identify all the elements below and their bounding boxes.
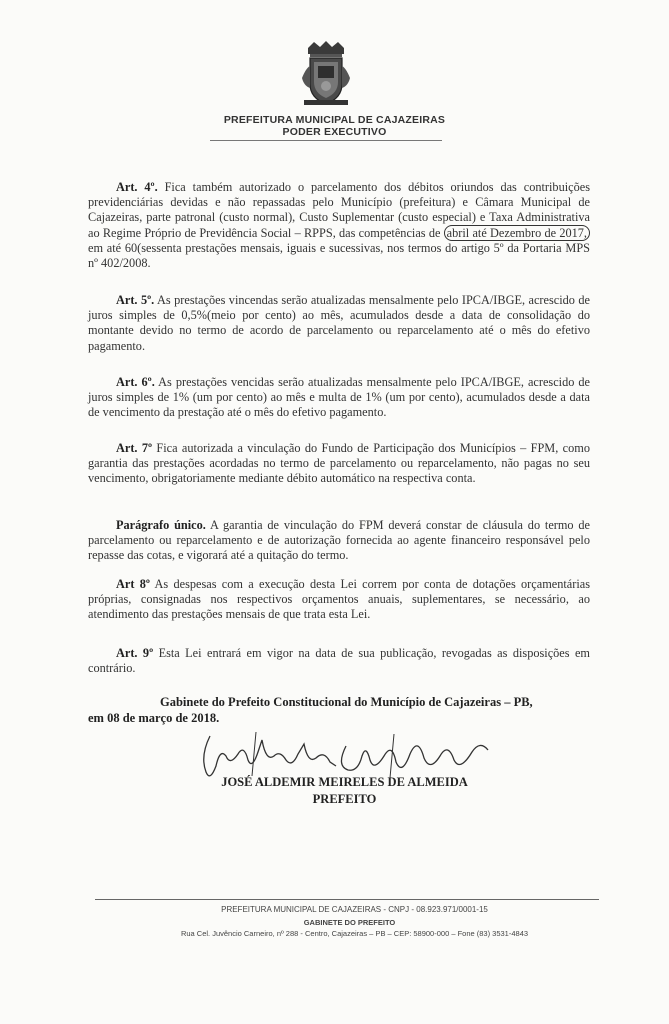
footer-line-1: PREFEITURA MUNICIPAL DE CAJAZEIRAS - CNPJ - 08.923.971/0001-15 (221, 905, 488, 914)
article-6 (88, 375, 590, 421)
closing-line-2: em 08 de março de 2018. (88, 710, 220, 725)
header-title: PREFEITURA MUNICIPAL DE CAJAZEIRAS (223, 114, 446, 126)
article-7-label: Art. 7º (116, 441, 153, 455)
article-7-text: Fica autorizada a vinculação do Fundo de Participação dos Municípios – FPM, como garantia das prestações acordadas no termo de parcelamento ou reparcelamento, não pagas no seu vencimento, obrigatoriamente mediante débito automático na respectiva conta. (88, 441, 590, 486)
footer-line-2: GABINETE DO PREFEITO (303, 918, 396, 927)
signatory-role: PREFEITO (312, 792, 377, 806)
article-9 (88, 646, 590, 676)
footer-line-3: Rua Cel. Juvêncio Carneiro, nº 288 - Centro, Cajazeiras – PB – CEP: 58900-000 – Fone (83) 3531-4843 (180, 929, 529, 938)
article-4-text-end: em até 60(sessenta prestações mensais, iguais e sucessivas, nos termos do artigo 5º da Portaria MPS nº 402/2008. (88, 240, 590, 271)
header-divider (210, 140, 442, 141)
article-5-label: Art. 5º. (116, 293, 155, 307)
article-6-label: Art. 6º. (116, 375, 155, 389)
article-4-text: Fica também autorizado o parcelamento dos débitos oriundos das contribuições previdenciárias devidas e não repassadas pelo Município (prefeitura) e Câmara Municipal de Cajazeiras, parte patronal (custo normal), Custo Suplementar (custo especial) e Taxa Administrativa ao Regime Próprio de Previdência Social – RPPS, das competências de (88, 180, 590, 240)
footer-divider (95, 899, 599, 900)
article-5-text: As prestações vincendas serão atualizadas mensalmente pelo IPCA/IBGE, acrescido de juros simples de 0,5%(meio por cento) ao mês, acumulados desde a data de consolidação do montante devido no termo de acordo de parcelamento ou reparcelamento até o mês do efetivo pagamento. (88, 293, 590, 353)
article-9-text: Esta Lei entrará em vigor na data de sua publicação, revogadas as disposições em contrário. (88, 646, 590, 676)
article-8-label: Art 8º (116, 577, 150, 591)
paragrafo-unico-text: A garantia de vinculação do FPM deverá constar de cláusula do termo de parcelamento ou reparcelamento e de autorização fornecida ao agente financeiro responsável pelo repasse das cotas, e vigorará até a quitação do termo. (88, 518, 590, 563)
article-8 (88, 577, 590, 623)
article-4-label: Art. 4º. (116, 180, 158, 194)
closing-block (88, 695, 598, 726)
article-6-text: As prestações vencidas serão atualizadas mensalmente pelo IPCA/IBGE, acrescido de juros simples de 1% (um por cento) ao mês e multa de 1% (um por cento), acumulados desde a data de vencimento da prestação até o mês do efetivo pagamento. (88, 375, 590, 420)
article-4 (88, 180, 590, 271)
closing-line-1: Gabinete do Prefeito Constitucional do Município de Cajazeiras – PB, (160, 695, 533, 709)
signatory-name: JOSÉ ALDEMIR MEIRELES DE ALMEIDA (221, 775, 468, 789)
article-5 (88, 293, 590, 354)
article-4-highlight: abril até Dezembro de 2017, (444, 225, 590, 241)
coat-of-arms-icon (300, 38, 352, 108)
paragrafo-unico-label: Parágrafo único. (116, 518, 206, 532)
article-9-label: Art. 9º (116, 646, 154, 660)
article-8-text: As despesas com a execução desta Lei correm por conta de dotações orçamentárias próprias, consignadas nos respectivos orçamentos anuais, suplementares, se necessário, ao atendimento das prestações mensais de que trata esta Lei. (88, 577, 590, 622)
article-7 (88, 441, 590, 487)
header-subtitle: PODER EXECUTIVO (282, 126, 387, 138)
paragrafo-unico (88, 518, 590, 564)
